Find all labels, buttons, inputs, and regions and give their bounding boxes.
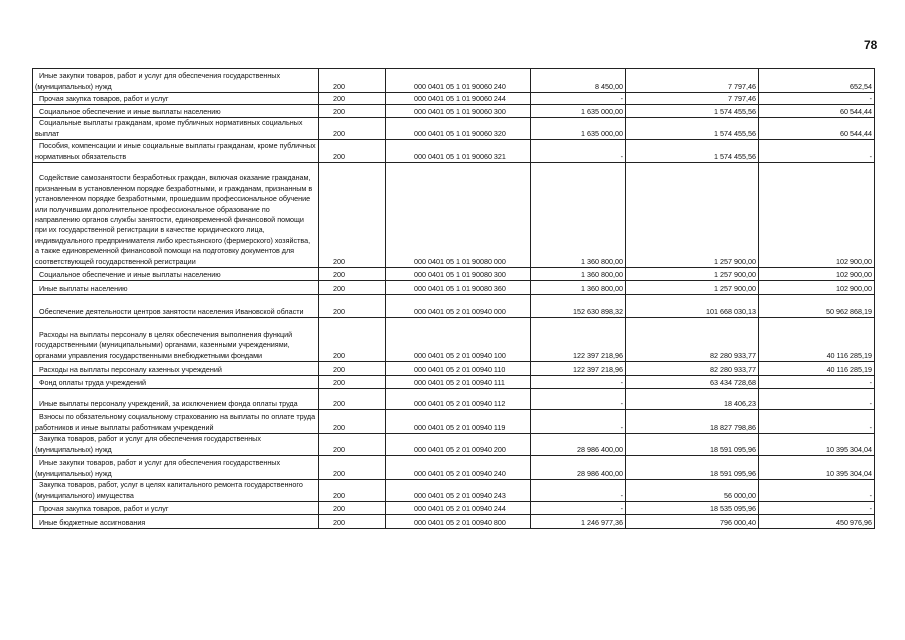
row-description: Иные выплаты населению xyxy=(33,281,319,295)
row-approved-amount: 1 360 800,00 xyxy=(531,163,626,268)
row-approved-amount: 1 360 800,00 xyxy=(531,281,626,295)
row-budget-code: 000 0401 05 1 01 90060 240 xyxy=(386,69,531,93)
budget-execution-table xyxy=(32,68,875,529)
table-row xyxy=(33,118,875,140)
row-remaining-amount: - xyxy=(759,410,875,434)
row-executed-amount: 63 434 728,68 xyxy=(626,376,759,389)
row-budget-code: 000 0401 05 2 01 00940 100 xyxy=(386,318,531,362)
row-executed-amount: 796 000,40 xyxy=(626,515,759,529)
row-remaining-amount: 40 116 285,19 xyxy=(759,362,875,376)
row-description: Содействие самозанятости безработных граждан, включая оказание гражданам, признанным в установленном порядке безработными, и гражданам, признанным в установленном порядке безработными, прошедшим профессиональное обучение или получившим дополнительное профессиональное образование по направлению органов службы занятости, единовременной финансовой помощи при их государственной регистрации в качестве юридического лица, индивидуального предпринимателя либо крестьянского (фермерского) хозяйства, а также единовременной финансовой помощи на подготовку документов для соответствующей государственной регистрации xyxy=(33,163,319,268)
row-executed-amount: 7 797,46 xyxy=(626,69,759,93)
row-budget-code: 000 0401 05 2 01 00940 240 xyxy=(386,456,531,480)
row-budget-code: 000 0401 05 1 01 90060 244 xyxy=(386,93,531,105)
table-row xyxy=(33,93,875,105)
table-row xyxy=(33,318,875,362)
row-remaining-amount: - xyxy=(759,140,875,163)
row-approved-amount: - xyxy=(531,376,626,389)
row-budget-code: 000 0401 05 2 01 00940 243 xyxy=(386,480,531,502)
row-description: Иные закупки товаров, работ и услуг для обеспечения государственных (муниципальных) нужд xyxy=(33,456,319,480)
row-line-code: 200 xyxy=(319,434,386,456)
row-executed-amount: 1 574 455,56 xyxy=(626,140,759,163)
row-description: Обеспечение деятельности центров занятости населения Ивановской области xyxy=(33,295,319,318)
row-budget-code: 000 0401 05 2 01 00940 111 xyxy=(386,376,531,389)
row-budget-code: 000 0401 05 1 01 90060 321 xyxy=(386,140,531,163)
row-remaining-amount: 60 544,44 xyxy=(759,105,875,118)
row-approved-amount: 1 635 000,00 xyxy=(531,118,626,140)
row-description: Взносы по обязательному социальному страхованию на выплаты по оплате труда работников и иные выплаты работникам учреждений xyxy=(33,410,319,434)
table-row xyxy=(33,140,875,163)
row-description: Расходы на выплаты персоналу казенных учреждений xyxy=(33,362,319,376)
row-line-code: 200 xyxy=(319,410,386,434)
row-line-code: 200 xyxy=(319,376,386,389)
row-remaining-amount: 40 116 285,19 xyxy=(759,318,875,362)
row-description: Прочая закупка товаров, работ и услуг xyxy=(33,93,319,105)
row-description: Социальные выплаты гражданам, кроме публичных нормативных социальных выплат xyxy=(33,118,319,140)
row-approved-amount: 1 360 800,00 xyxy=(531,268,626,281)
table-row xyxy=(33,281,875,295)
row-line-code: 200 xyxy=(319,93,386,105)
row-executed-amount: 101 668 030,13 xyxy=(626,295,759,318)
row-remaining-amount: 10 395 304,04 xyxy=(759,456,875,480)
row-description: Иные выплаты персоналу учреждений, за исключением фонда оплаты труда xyxy=(33,389,319,410)
row-budget-code: 000 0401 05 2 01 00940 112 xyxy=(386,389,531,410)
row-remaining-amount: - xyxy=(759,502,875,515)
row-remaining-amount: - xyxy=(759,93,875,105)
row-executed-amount: 18 591 095,96 xyxy=(626,434,759,456)
row-description: Иные закупки товаров, работ и услуг для обеспечения государственных (муниципальных) нужд xyxy=(33,69,319,93)
row-executed-amount: 1 257 900,00 xyxy=(626,163,759,268)
row-executed-amount: 1 257 900,00 xyxy=(626,268,759,281)
row-description: Пособия, компенсации и иные социальные выплаты гражданам, кроме публичных нормативных обязательств xyxy=(33,140,319,163)
row-executed-amount: 18 591 095,96 xyxy=(626,456,759,480)
row-executed-amount: 82 280 933,77 xyxy=(626,318,759,362)
row-remaining-amount: 10 395 304,04 xyxy=(759,434,875,456)
row-budget-code: 000 0401 05 1 01 90080 000 xyxy=(386,163,531,268)
row-executed-amount: 1 257 900,00 xyxy=(626,281,759,295)
table-row xyxy=(33,434,875,456)
table-row xyxy=(33,163,875,268)
table-row xyxy=(33,105,875,118)
row-line-code: 200 xyxy=(319,389,386,410)
row-executed-amount: 18 827 798,86 xyxy=(626,410,759,434)
row-approved-amount: 28 986 400,00 xyxy=(531,434,626,456)
row-description: Закупка товаров, работ, услуг в целях капитального ремонта государственного (муниципального) имущества xyxy=(33,480,319,502)
row-line-code: 200 xyxy=(319,318,386,362)
row-executed-amount: 18 406,23 xyxy=(626,389,759,410)
row-budget-code: 000 0401 05 2 01 00940 800 xyxy=(386,515,531,529)
row-approved-amount: 1 635 000,00 xyxy=(531,105,626,118)
row-executed-amount: 1 574 455,56 xyxy=(626,105,759,118)
row-remaining-amount: - xyxy=(759,389,875,410)
table-row xyxy=(33,268,875,281)
row-approved-amount: - xyxy=(531,480,626,502)
row-executed-amount: 82 280 933,77 xyxy=(626,362,759,376)
row-budget-code: 000 0401 05 1 01 90080 360 xyxy=(386,281,531,295)
row-description: Прочая закупка товаров, работ и услуг xyxy=(33,502,319,515)
row-line-code: 200 xyxy=(319,281,386,295)
row-description: Социальное обеспечение и иные выплаты населению xyxy=(33,105,319,118)
row-line-code: 200 xyxy=(319,140,386,163)
row-executed-amount: 1 574 455,56 xyxy=(626,118,759,140)
row-remaining-amount: 450 976,96 xyxy=(759,515,875,529)
table-row xyxy=(33,295,875,318)
page-number: 78 xyxy=(864,38,878,52)
table-row xyxy=(33,515,875,529)
row-approved-amount: 122 397 218,96 xyxy=(531,362,626,376)
row-budget-code: 000 0401 05 1 01 90060 320 xyxy=(386,118,531,140)
row-executed-amount: 18 535 095,96 xyxy=(626,502,759,515)
row-line-code: 200 xyxy=(319,118,386,140)
table-row xyxy=(33,376,875,389)
table-row xyxy=(33,410,875,434)
row-line-code: 200 xyxy=(319,456,386,480)
row-approved-amount: 1 246 977,36 xyxy=(531,515,626,529)
row-budget-code: 000 0401 05 1 01 90080 300 xyxy=(386,268,531,281)
row-remaining-amount: - xyxy=(759,480,875,502)
row-remaining-amount: 102 900,00 xyxy=(759,281,875,295)
row-executed-amount: 56 000,00 xyxy=(626,480,759,502)
table-row xyxy=(33,502,875,515)
row-approved-amount: - xyxy=(531,140,626,163)
row-line-code: 200 xyxy=(319,105,386,118)
row-budget-code: 000 0401 05 2 01 00940 244 xyxy=(386,502,531,515)
row-remaining-amount: 652,54 xyxy=(759,69,875,93)
table-row xyxy=(33,480,875,502)
row-line-code: 200 xyxy=(319,480,386,502)
row-budget-code: 000 0401 05 2 01 00940 119 xyxy=(386,410,531,434)
table-row xyxy=(33,362,875,376)
row-line-code: 200 xyxy=(319,515,386,529)
row-remaining-amount: 102 900,00 xyxy=(759,163,875,268)
table-row xyxy=(33,389,875,410)
row-remaining-amount: 60 544,44 xyxy=(759,118,875,140)
row-approved-amount: - xyxy=(531,502,626,515)
row-approved-amount: - xyxy=(531,93,626,105)
row-approved-amount: 152 630 898,32 xyxy=(531,295,626,318)
row-line-code: 200 xyxy=(319,268,386,281)
row-line-code: 200 xyxy=(319,502,386,515)
row-description: Расходы на выплаты персоналу в целях обеспечения выполнения функций государственными (муниципальными) органами, казенными учреждениями, органами управления государственными внебюджетными фондами xyxy=(33,318,319,362)
row-remaining-amount: - xyxy=(759,376,875,389)
row-approved-amount: 122 397 218,96 xyxy=(531,318,626,362)
row-budget-code: 000 0401 05 2 01 00940 110 xyxy=(386,362,531,376)
row-approved-amount: 28 986 400,00 xyxy=(531,456,626,480)
row-budget-code: 000 0401 05 1 01 90060 300 xyxy=(386,105,531,118)
table-row xyxy=(33,456,875,480)
row-description: Социальное обеспечение и иные выплаты населению xyxy=(33,268,319,281)
row-line-code: 200 xyxy=(319,69,386,93)
row-description: Закупка товаров, работ и услуг для обеспечения государственных (муниципальных) нужд xyxy=(33,434,319,456)
row-line-code: 200 xyxy=(319,163,386,268)
row-remaining-amount: 50 962 868,19 xyxy=(759,295,875,318)
row-description: Фонд оплаты труда учреждений xyxy=(33,376,319,389)
row-line-code: 200 xyxy=(319,362,386,376)
row-budget-code: 000 0401 05 2 01 00940 000 xyxy=(386,295,531,318)
table-row xyxy=(33,69,875,93)
row-executed-amount: 7 797,46 xyxy=(626,93,759,105)
row-budget-code: 000 0401 05 2 01 00940 200 xyxy=(386,434,531,456)
row-line-code: 200 xyxy=(319,295,386,318)
row-approved-amount: - xyxy=(531,410,626,434)
row-approved-amount: - xyxy=(531,389,626,410)
row-description: Иные бюджетные ассигнования xyxy=(33,515,319,529)
row-remaining-amount: 102 900,00 xyxy=(759,268,875,281)
row-approved-amount: 8 450,00 xyxy=(531,69,626,93)
